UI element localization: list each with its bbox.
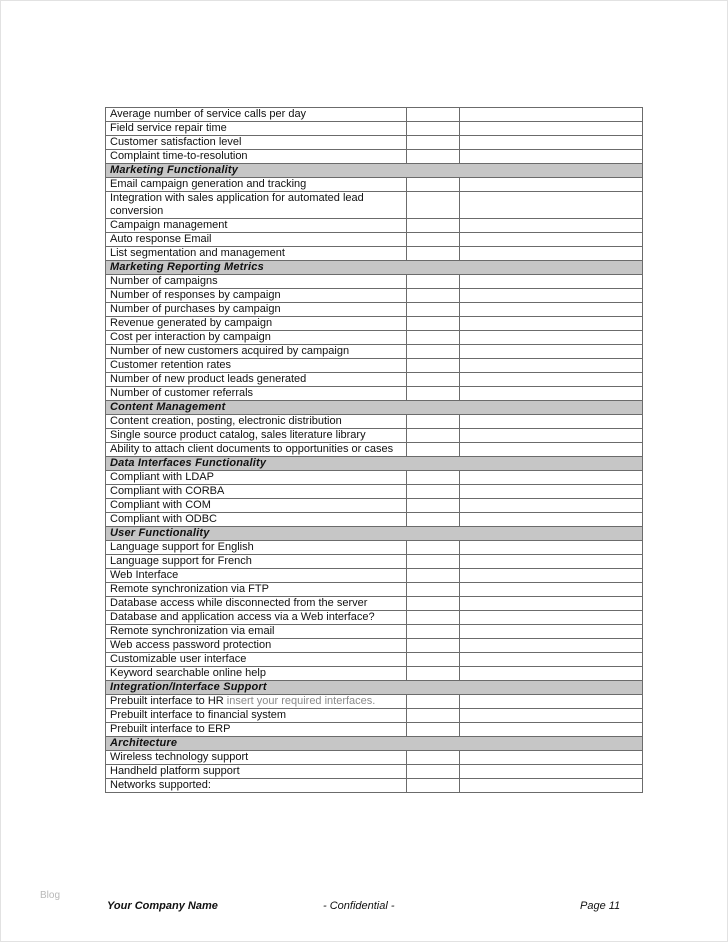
requirement-label-cell bbox=[106, 695, 407, 709]
response-cell[interactable] bbox=[407, 233, 460, 247]
requirement-label: Revenue generated by campaign bbox=[110, 317, 273, 329]
table-row bbox=[106, 150, 643, 164]
requirement-label: Number of responses by campaign bbox=[110, 289, 281, 301]
requirement-label-cell bbox=[106, 583, 407, 597]
response-cell[interactable] bbox=[407, 303, 460, 317]
table-row bbox=[106, 499, 643, 513]
table-row bbox=[106, 443, 643, 457]
table-row bbox=[106, 247, 643, 261]
table-row bbox=[106, 359, 643, 373]
table-row bbox=[106, 373, 643, 387]
table-row bbox=[106, 779, 643, 793]
comment-cell[interactable] bbox=[460, 597, 643, 611]
requirement-label-cell bbox=[106, 331, 407, 345]
response-cell[interactable] bbox=[407, 289, 460, 303]
requirement-label-cell bbox=[106, 513, 407, 527]
table-row bbox=[106, 178, 643, 192]
requirement-label-cell bbox=[106, 597, 407, 611]
requirement-label-cell bbox=[106, 723, 407, 737]
comment-cell[interactable] bbox=[460, 639, 643, 653]
requirement-label: Compliant with COM bbox=[110, 499, 211, 511]
response-cell[interactable] bbox=[407, 136, 460, 150]
requirement-label-cell bbox=[106, 625, 407, 639]
requirement-label: Campaign management bbox=[110, 219, 228, 231]
comment-cell[interactable] bbox=[460, 275, 643, 289]
requirement-label: Ability to attach client documents to opportunities or cases bbox=[110, 443, 394, 455]
requirement-label-cell bbox=[106, 639, 407, 653]
requirement-label: Number of customer referrals bbox=[110, 387, 254, 399]
table-row bbox=[106, 303, 643, 317]
requirement-label-cell bbox=[106, 667, 407, 681]
requirement-label: Integration with sales application for automated lead conversion bbox=[110, 192, 364, 217]
requirement-label-cell bbox=[106, 387, 407, 401]
requirement-label: Language support for English bbox=[110, 541, 254, 553]
response-cell[interactable] bbox=[407, 471, 460, 485]
comment-cell[interactable] bbox=[460, 499, 643, 513]
requirement-label: Field service repair time bbox=[110, 122, 227, 134]
requirement-label-cell bbox=[106, 709, 407, 723]
requirement-label-cell bbox=[106, 275, 407, 289]
comment-cell[interactable] bbox=[460, 723, 643, 737]
comment-cell[interactable] bbox=[460, 429, 643, 443]
table-row bbox=[106, 275, 643, 289]
requirement-label: Handheld platform support bbox=[110, 765, 240, 777]
comment-cell[interactable] bbox=[460, 583, 643, 597]
comment-cell[interactable] bbox=[460, 122, 643, 136]
footer-page-number: Page 11 bbox=[580, 900, 621, 912]
requirement-label-cell bbox=[106, 751, 407, 765]
response-cell[interactable] bbox=[407, 541, 460, 555]
response-cell[interactable] bbox=[407, 499, 460, 513]
requirement-label: Number of purchases by campaign bbox=[110, 303, 281, 315]
comment-cell[interactable] bbox=[460, 303, 643, 317]
requirement-label-cell bbox=[106, 429, 407, 443]
section-title: Integration/Interface Support bbox=[106, 681, 643, 695]
requirement-label: Compliant with LDAP bbox=[110, 471, 214, 483]
requirement-label-cell bbox=[106, 289, 407, 303]
response-cell[interactable] bbox=[407, 345, 460, 359]
comment-cell[interactable] bbox=[460, 569, 643, 583]
response-cell[interactable] bbox=[407, 751, 460, 765]
table-row bbox=[106, 331, 643, 345]
response-cell[interactable] bbox=[407, 723, 460, 737]
requirement-label: Prebuilt interface to ERP bbox=[110, 723, 231, 735]
comment-cell[interactable] bbox=[460, 541, 643, 555]
response-cell[interactable] bbox=[407, 611, 460, 625]
response-cell[interactable] bbox=[407, 178, 460, 192]
requirement-label: Compliant with CORBA bbox=[110, 485, 225, 497]
comment-cell[interactable] bbox=[460, 178, 643, 192]
comment-cell[interactable] bbox=[460, 289, 643, 303]
requirement-label-cell bbox=[106, 359, 407, 373]
requirement-label: Number of new customers acquired by campaign bbox=[110, 345, 350, 357]
comment-cell[interactable] bbox=[460, 387, 643, 401]
comment-cell[interactable] bbox=[460, 219, 643, 233]
requirement-label-cell bbox=[106, 471, 407, 485]
table-row bbox=[106, 485, 643, 499]
requirement-label: Single source product catalog, sales literature library bbox=[110, 429, 366, 441]
response-cell[interactable] bbox=[407, 387, 460, 401]
requirement-label-cell bbox=[106, 611, 407, 625]
section-title: User Functionality bbox=[106, 527, 643, 541]
section-title: Architecture bbox=[106, 737, 643, 751]
requirement-label-cell bbox=[106, 373, 407, 387]
response-cell[interactable] bbox=[407, 429, 460, 443]
table-row bbox=[106, 639, 643, 653]
table-row bbox=[106, 709, 643, 723]
requirement-label: Networks supported: bbox=[110, 779, 211, 791]
requirement-label-cell bbox=[106, 178, 407, 192]
requirement-label: Remote synchronization via email bbox=[110, 625, 275, 637]
table-row bbox=[106, 415, 643, 429]
response-cell[interactable] bbox=[407, 150, 460, 164]
comment-cell[interactable] bbox=[460, 359, 643, 373]
table-row bbox=[106, 667, 643, 681]
requirement-label-cell bbox=[106, 317, 407, 331]
watermark-text: Blog bbox=[40, 890, 61, 901]
footer-confidential: - Confidential - bbox=[323, 900, 395, 912]
comment-cell[interactable] bbox=[460, 471, 643, 485]
table-row bbox=[106, 555, 643, 569]
response-cell[interactable] bbox=[407, 485, 460, 499]
table-row bbox=[106, 289, 643, 303]
requirement-label-cell bbox=[106, 569, 407, 583]
table-row bbox=[106, 751, 643, 765]
comment-cell[interactable] bbox=[460, 555, 643, 569]
comment-cell[interactable] bbox=[460, 150, 643, 164]
requirement-label-cell bbox=[106, 765, 407, 779]
comment-cell[interactable] bbox=[460, 611, 643, 625]
comment-cell[interactable] bbox=[460, 513, 643, 527]
comment-cell[interactable] bbox=[460, 653, 643, 667]
response-cell[interactable] bbox=[407, 192, 460, 219]
section-header-row bbox=[106, 164, 643, 178]
table-row bbox=[106, 387, 643, 401]
table-row bbox=[106, 233, 643, 247]
comment-cell[interactable] bbox=[460, 345, 643, 359]
requirement-label: Web Interface bbox=[110, 569, 179, 581]
response-cell[interactable] bbox=[407, 653, 460, 667]
section-header-row bbox=[106, 401, 643, 415]
table-row bbox=[106, 317, 643, 331]
response-cell[interactable] bbox=[407, 765, 460, 779]
response-cell[interactable] bbox=[407, 331, 460, 345]
table-row bbox=[106, 597, 643, 611]
footer-company-name: Your Company Name bbox=[107, 900, 218, 912]
requirement-label: Auto response Email bbox=[110, 233, 212, 245]
comment-cell[interactable] bbox=[460, 136, 643, 150]
response-cell[interactable] bbox=[407, 122, 460, 136]
response-cell[interactable] bbox=[407, 709, 460, 723]
requirement-label-cell bbox=[106, 779, 407, 793]
table-row bbox=[106, 541, 643, 555]
comment-cell[interactable] bbox=[460, 373, 643, 387]
requirement-label: Compliant with ODBC bbox=[110, 513, 217, 525]
table-row bbox=[106, 583, 643, 597]
section-title: Data Interfaces Functionality bbox=[106, 457, 643, 471]
response-cell[interactable] bbox=[407, 219, 460, 233]
requirement-label-cell bbox=[106, 345, 407, 359]
table-row bbox=[106, 192, 643, 219]
table-row bbox=[106, 136, 643, 150]
requirement-label: Web access password protection bbox=[110, 639, 272, 651]
requirement-label-cell bbox=[106, 233, 407, 247]
comment-cell[interactable] bbox=[460, 443, 643, 457]
comment-cell[interactable] bbox=[460, 192, 643, 219]
section-header-row bbox=[106, 457, 643, 471]
requirement-label: Number of campaigns bbox=[110, 275, 218, 287]
response-cell[interactable] bbox=[407, 569, 460, 583]
comment-cell[interactable] bbox=[460, 695, 643, 709]
table-row bbox=[106, 765, 643, 779]
comment-cell[interactable] bbox=[460, 667, 643, 681]
requirement-label-cell bbox=[106, 136, 407, 150]
requirement-label: Cost per interaction by campaign bbox=[110, 331, 271, 343]
requirement-label: Database and application access via a Web interface? bbox=[110, 611, 375, 623]
section-header-row bbox=[106, 261, 643, 275]
comment-cell[interactable] bbox=[460, 108, 643, 122]
requirement-label-cell bbox=[106, 499, 407, 513]
requirement-label: Complaint time-to-resolution bbox=[110, 150, 248, 162]
requirement-label: Wireless technology support bbox=[110, 751, 249, 763]
requirement-label: Content creation, posting, electronic distribution bbox=[110, 415, 342, 427]
response-cell[interactable] bbox=[407, 373, 460, 387]
table-row bbox=[106, 695, 643, 709]
requirement-label-cell bbox=[106, 150, 407, 164]
comment-cell[interactable] bbox=[460, 233, 643, 247]
requirement-label-cell bbox=[106, 541, 407, 555]
comment-cell[interactable] bbox=[460, 485, 643, 499]
comment-cell[interactable] bbox=[460, 247, 643, 261]
table-row bbox=[106, 219, 643, 233]
response-cell[interactable] bbox=[407, 779, 460, 793]
table-row bbox=[106, 653, 643, 667]
response-cell[interactable] bbox=[407, 625, 460, 639]
response-cell[interactable] bbox=[407, 695, 460, 709]
response-cell[interactable] bbox=[407, 275, 460, 289]
requirement-label-cell bbox=[106, 653, 407, 667]
comment-cell[interactable] bbox=[460, 625, 643, 639]
requirement-label-cell bbox=[106, 443, 407, 457]
comment-cell[interactable] bbox=[460, 415, 643, 429]
response-cell[interactable] bbox=[407, 597, 460, 611]
table-row bbox=[106, 513, 643, 527]
requirement-label-cell bbox=[106, 219, 407, 233]
response-cell[interactable] bbox=[407, 639, 460, 653]
requirement-label-cell bbox=[106, 122, 407, 136]
table-row bbox=[106, 108, 643, 122]
table-row bbox=[106, 122, 643, 136]
requirement-label: Customer retention rates bbox=[110, 359, 232, 371]
requirement-label: Remote synchronization via FTP bbox=[110, 583, 269, 595]
requirement-label: Customer satisfaction level bbox=[110, 136, 242, 148]
response-cell[interactable] bbox=[407, 583, 460, 597]
response-cell[interactable] bbox=[407, 415, 460, 429]
comment-cell[interactable] bbox=[460, 331, 643, 345]
table-row bbox=[106, 625, 643, 639]
requirement-label-cell bbox=[106, 485, 407, 499]
requirement-label: Keyword searchable online help bbox=[110, 667, 266, 679]
table-row bbox=[106, 345, 643, 359]
requirement-label-cell bbox=[106, 303, 407, 317]
requirement-label-cell bbox=[106, 192, 407, 219]
section-title: Content Management bbox=[106, 401, 643, 415]
requirement-label-cell bbox=[106, 108, 407, 122]
comment-cell[interactable] bbox=[460, 765, 643, 779]
section-header-row bbox=[106, 681, 643, 695]
requirement-label: Email campaign generation and tracking bbox=[110, 178, 307, 190]
section-header-row bbox=[106, 737, 643, 751]
requirement-label-cell bbox=[106, 555, 407, 569]
table-row bbox=[106, 569, 643, 583]
comment-cell[interactable] bbox=[460, 317, 643, 331]
comment-cell[interactable] bbox=[460, 779, 643, 793]
requirement-label: Prebuilt interface to HR bbox=[110, 695, 224, 707]
response-cell[interactable] bbox=[407, 667, 460, 681]
response-cell[interactable] bbox=[407, 317, 460, 331]
section-title: Marketing Functionality bbox=[106, 164, 643, 178]
requirement-label: List segmentation and management bbox=[110, 247, 285, 259]
requirement-label-cell bbox=[106, 247, 407, 261]
requirement-label: Database access while disconnected from the server bbox=[110, 597, 368, 609]
requirement-label: Number of new product leads generated bbox=[110, 373, 307, 385]
response-cell[interactable] bbox=[407, 555, 460, 569]
placeholder-text: insert your required interfaces. bbox=[226, 695, 376, 707]
requirement-label: Language support for French bbox=[110, 555, 252, 567]
requirement-label: Customizable user interface bbox=[110, 653, 247, 665]
response-cell[interactable] bbox=[407, 513, 460, 527]
table-row bbox=[106, 429, 643, 443]
response-cell[interactable] bbox=[407, 108, 460, 122]
requirements-table bbox=[105, 107, 643, 793]
response-cell[interactable] bbox=[407, 443, 460, 457]
section-header-row bbox=[106, 527, 643, 541]
table-row bbox=[106, 611, 643, 625]
table-row bbox=[106, 471, 643, 485]
table-row bbox=[106, 723, 643, 737]
response-cell[interactable] bbox=[407, 247, 460, 261]
comment-cell[interactable] bbox=[460, 709, 643, 723]
requirement-label: Prebuilt interface to financial system bbox=[110, 709, 287, 721]
section-title: Marketing Reporting Metrics bbox=[106, 261, 643, 275]
requirement-label-cell bbox=[106, 415, 407, 429]
response-cell[interactable] bbox=[407, 359, 460, 373]
requirement-label: Average number of service calls per day bbox=[110, 108, 307, 120]
comment-cell[interactable] bbox=[460, 751, 643, 765]
